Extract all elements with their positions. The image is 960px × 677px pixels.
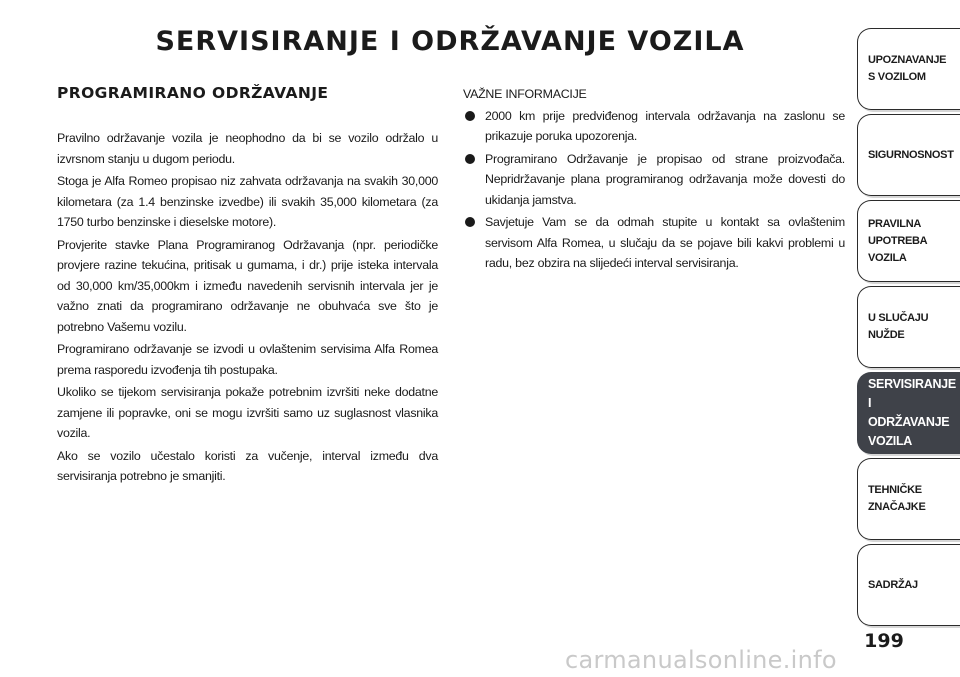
tab-label-line: VOZILA xyxy=(868,251,907,264)
paragraph: Programirano održavanje se izvodi u ovlaštenim servisima Alfa Romea prema rasporedu izvođenja tih postupaka. xyxy=(57,342,438,377)
tab-tehnicke-znacajke[interactable] xyxy=(857,458,960,540)
tab-label-line: TEHNIČKE xyxy=(868,484,922,496)
paragraph: Ukoliko se tijekom servisiranja pokaže potrebnim izvršiti neke dodatne zamjene ili popravke, oni se mogu izvršiti samo uz suglasnost vlasnika vozila. xyxy=(57,385,438,440)
tab-u-slucaju-nuzde[interactable] xyxy=(857,286,960,368)
bullet-icon xyxy=(465,111,475,121)
list-item xyxy=(463,106,845,147)
tab-label-line: S VOZILOM xyxy=(868,71,926,83)
important-info-heading: VAŽNE INFORMACIJE xyxy=(463,87,587,101)
bullet-icon xyxy=(465,217,475,227)
tab-sadrzaj[interactable] xyxy=(857,544,960,626)
page-title: SERVISIRANJE I ODRŽAVANJE VOZILA xyxy=(155,26,745,57)
tab-label-line: SERVISIRANJE I xyxy=(868,377,956,410)
tab-label-line: PRAVILNA xyxy=(868,217,922,230)
tab-label-line: SADRŽAJ xyxy=(868,578,918,591)
watermark: carmanualsonline.info xyxy=(565,646,837,674)
tab-label-line: UPOTREBA xyxy=(868,234,928,247)
body-text-left xyxy=(57,128,438,489)
paragraph: Ako se vozilo učestalo koristi za vučenje, interval između dva servisiranja potrebno je smanjiti. xyxy=(57,448,438,483)
bullet-text: Programirano Održavanje je propisao od strane proizvođača. Nepridržavanje plana programiranog održavanja može dovesti do ukidanja jamstva. xyxy=(485,151,845,207)
paragraph: Stoga je Alfa Romeo propisao niz zahvata održavanja na svakih 30,000 kilometara (za 1.4 benzinske izvedbe) ili svakih 35,000 kilometara (za 1750 turbo benzinske i dieselske motore). xyxy=(57,174,438,229)
paragraph: Provjerite stavke Plana Programiranog Održavanja (npr. periodičke provjere razine tekućina, pritisak u gumama, i dr.) prije isteka intervala od 30,000 km/35,000km i između navedenih servisnih intervala jer je važno znati da programirano održavanje ne obuhvaća sve što je potrebno Vašemu vozilu. xyxy=(57,237,438,334)
tab-upoznavanje-s-vozilom[interactable] xyxy=(857,28,960,110)
tab-label-line: NUŽDE xyxy=(868,329,905,341)
tab-label-line: U SLUČAJU xyxy=(868,312,929,324)
list-item xyxy=(463,149,845,211)
list-item xyxy=(463,212,845,274)
paragraph: Pravilno održavanje vozila je neophodno da bi se vozilo održalo u izvrsnom stanju u dugom periodu. xyxy=(57,131,438,166)
tab-label-line: UPOZNAVANJE xyxy=(868,54,947,66)
tab-pravilna-upotreba-vozila[interactable] xyxy=(857,200,960,282)
bullet-text: 2000 km prije predviđenog intervala održavanja na zaslonu se prikazuje poruka upozorenja. xyxy=(485,108,845,143)
bullet-text: Savjetuje Vam se da odmah stupite u kontakt sa ovlaštenim servisom Alfa Romea, u slučaju da se pojave bili kakvi problemi u radu, bez obzira na slijedeći interval servisiranja. xyxy=(485,215,845,270)
important-info-box xyxy=(463,84,845,276)
tab-label-line: ZNAČAJKE xyxy=(868,501,926,513)
section-heading: PROGRAMIRANO ODRŽAVANJE xyxy=(57,84,329,102)
tab-label-line: VOZILA xyxy=(868,434,913,448)
tab-sigurnosnost[interactable] xyxy=(857,114,960,196)
bullet-icon xyxy=(465,154,475,164)
tab-label-line: ODRŽAVANJE xyxy=(868,415,950,429)
chapter-tabs xyxy=(857,0,960,677)
tab-servisiranje-i-odrzavanje-vozila[interactable] xyxy=(857,372,960,454)
tab-label-line: SIGURNOSNOST xyxy=(868,148,954,161)
page-number: 199 xyxy=(864,630,904,652)
